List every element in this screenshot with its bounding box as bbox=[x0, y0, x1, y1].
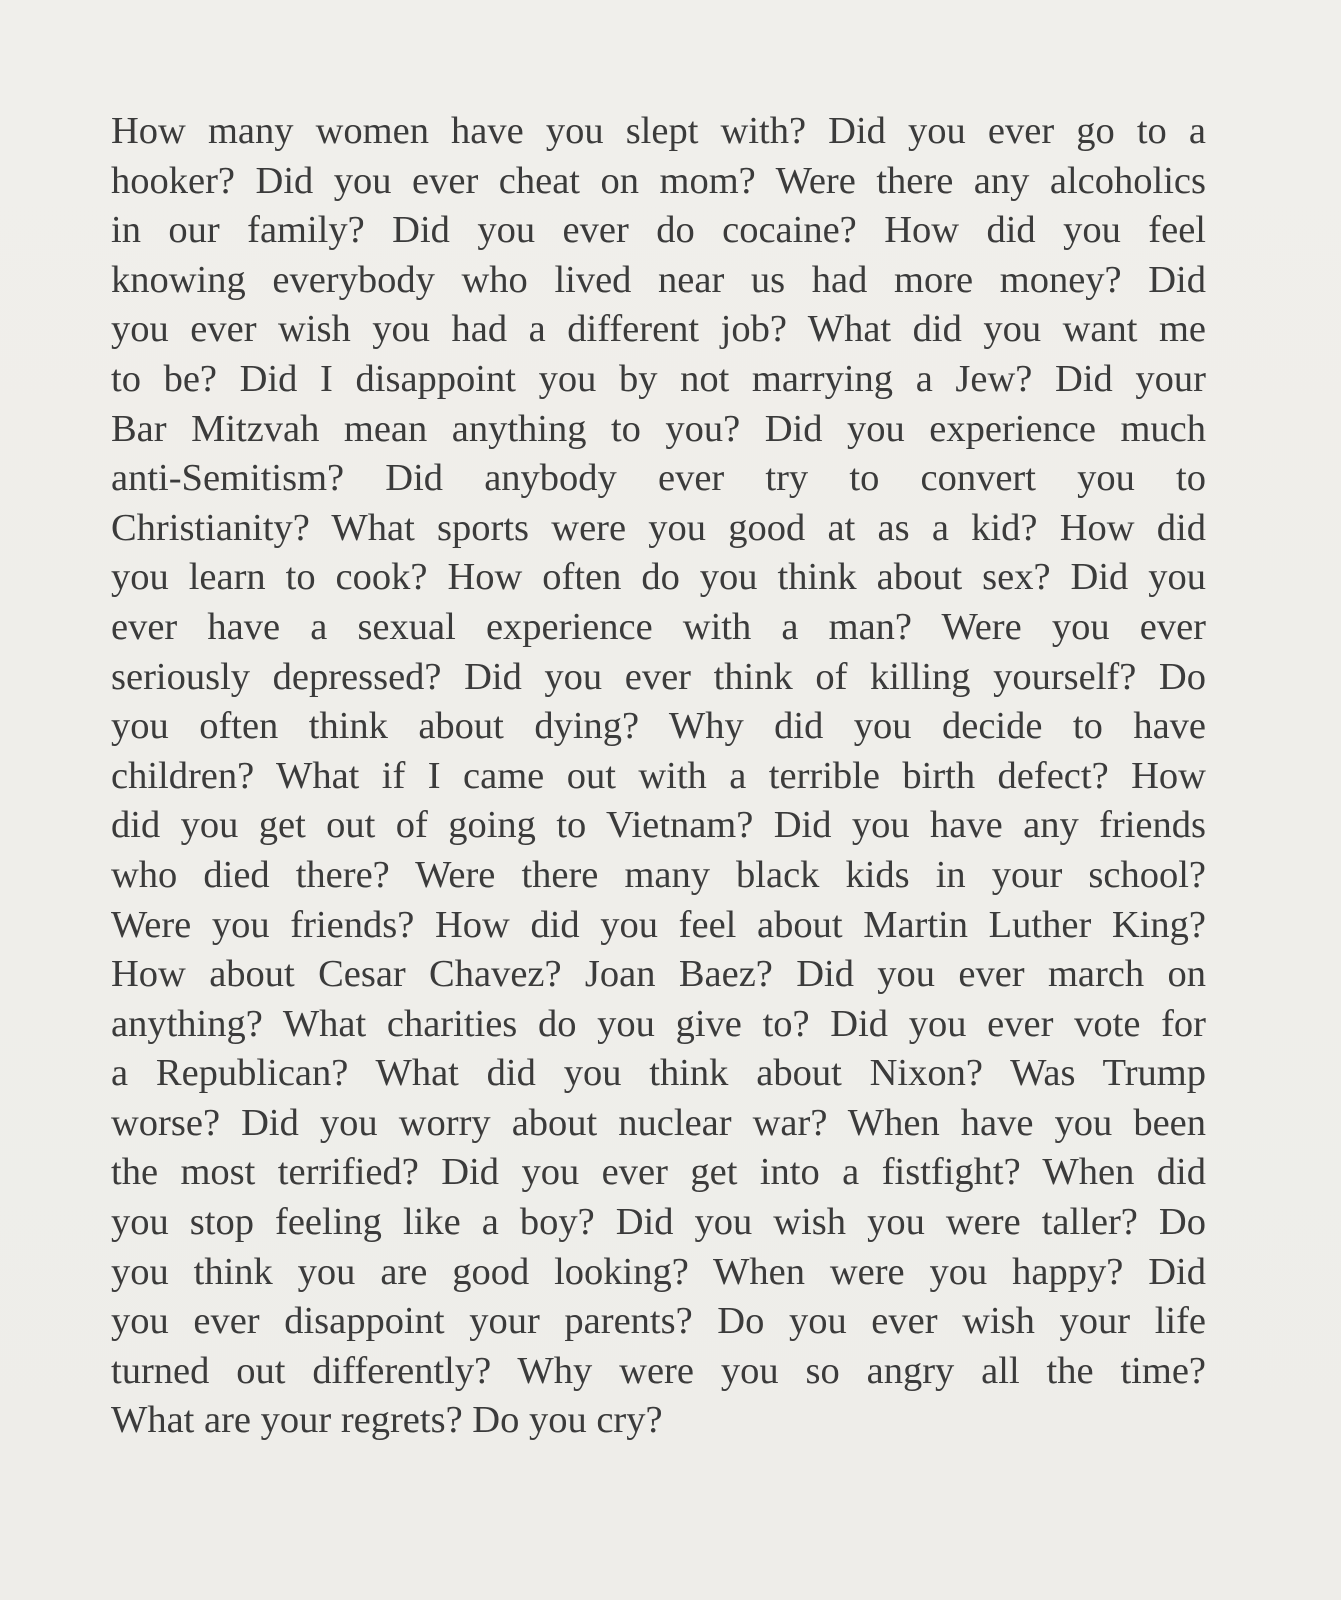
text-line: the most terrified? Did you ever get into a fistfight? When did bbox=[111, 1151, 1206, 1194]
text-line: anti-Semitism? Did anybody ever try to convert you to bbox=[111, 457, 1206, 500]
text-line: you ever disappoint your parents? Do you ever wish your life bbox=[111, 1300, 1206, 1343]
text-line: to be? Did I disappoint you by not marrying a Jew? Did your bbox=[111, 357, 1206, 400]
text-line: in our family? Did you ever do cocaine? How did you feel bbox=[111, 209, 1206, 252]
text-line: How many women have you slept with? Did you ever go to a bbox=[111, 110, 1206, 152]
text-line: who died there? Were there many black kids in your school? bbox=[111, 853, 1206, 896]
text-line: children? What if I came out with a terrible birth defect? How bbox=[111, 754, 1206, 797]
text-line: ever have a sexual experience with a man? Were you ever bbox=[111, 605, 1206, 648]
text-line: worse? Did you worry about nuclear war? When have you been bbox=[111, 1101, 1206, 1144]
text-line: you often think about dying? Why did you decide to have bbox=[111, 705, 1206, 748]
text-line: you stop feeling like a boy? Did you wish you were taller? Do bbox=[111, 1201, 1206, 1244]
question-text-block bbox=[111, 107, 1206, 1446]
text-line: Were you friends? How did you feel about Martin Luther King? bbox=[111, 903, 1206, 946]
text-line: hooker? Did you ever cheat on mom? Were there any alcoholics bbox=[111, 159, 1206, 202]
text-line: How about Cesar Chavez? Joan Baez? Did you ever march on bbox=[111, 953, 1206, 996]
text-line: knowing everybody who lived near us had more money? Did bbox=[111, 258, 1206, 301]
text-line: seriously depressed? Did you ever think of killing yourself? Do bbox=[111, 655, 1206, 698]
text-line: anything? What charities do you give to? Did you ever vote for bbox=[111, 1002, 1206, 1045]
text-line: you learn to cook? How often do you think about sex? Did you bbox=[111, 556, 1206, 599]
text-line: Christianity? What sports were you good at as a kid? How did bbox=[111, 506, 1206, 549]
text-line: did you get out of going to Vietnam? Did you have any friends bbox=[111, 804, 1206, 847]
text-line: you ever wish you had a different job? What did you want me bbox=[111, 308, 1206, 351]
text-line: turned out differently? Why were you so angry all the time? bbox=[111, 1349, 1206, 1392]
text-line: Bar Mitzvah mean anything to you? Did you experience much bbox=[111, 407, 1206, 450]
text-line: you think you are good looking? When were you happy? Did bbox=[111, 1250, 1206, 1293]
text-line: a Republican? What did you think about Nixon? Was Trump bbox=[111, 1052, 1206, 1095]
text-line: What are your regrets? Do you cry? bbox=[111, 1399, 663, 1442]
